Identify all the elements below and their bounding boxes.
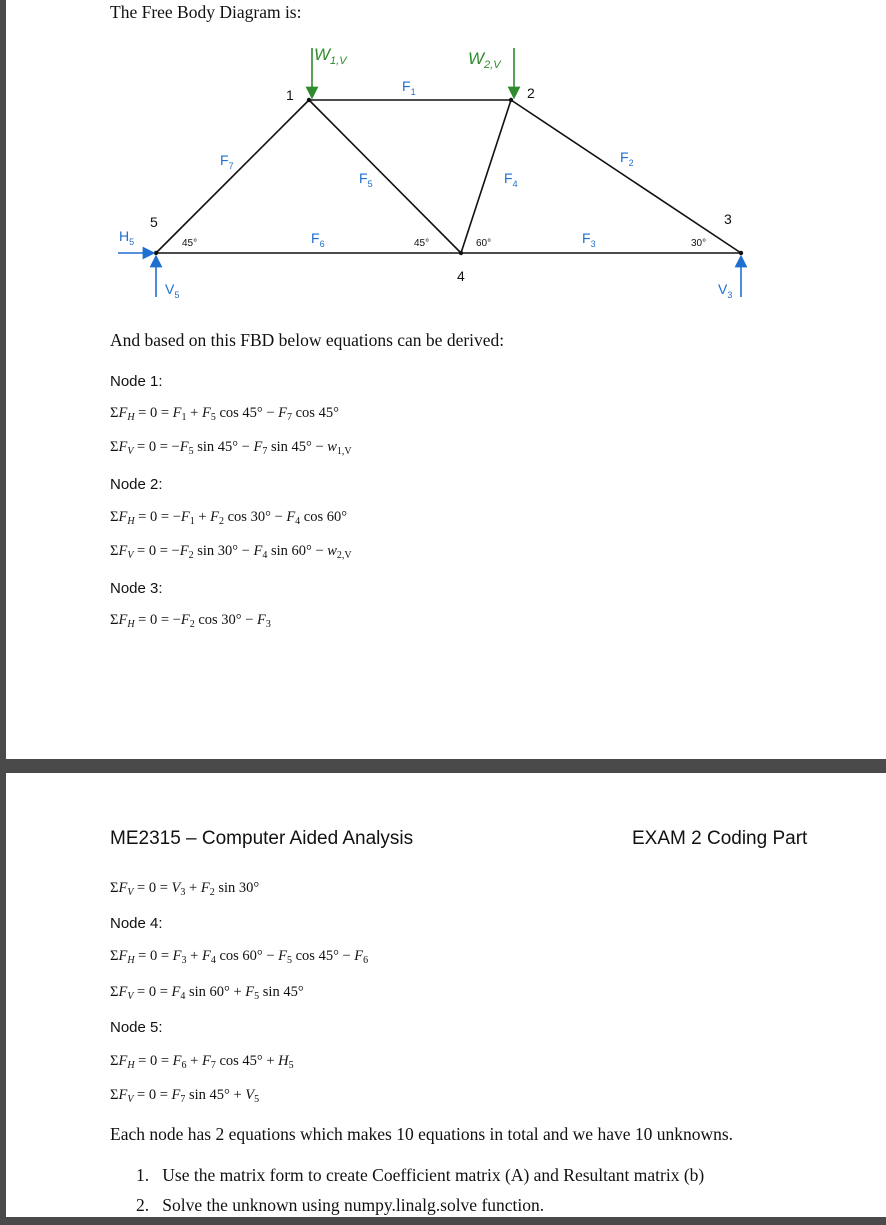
exam-title: EXAM 2 Coding Part <box>632 828 808 849</box>
fbd-heading: The Free Body Diagram is: <box>110 2 302 22</box>
equation-node1-fh: $\Sigma F_H = 0 = F_1 + F_5$ $\cos 45^\circ - F_7$ cos 45° <box>110 405 339 423</box>
member-f7-label: $F_7$ <box>220 152 234 171</box>
equation-node2-fv: $\Sigma F_V = 0 = -F_2$ $\sin 30^\circ - F_4$ $\sin 60^\circ - w_{2,V}$ <box>110 543 352 561</box>
reaction-v5-label: $V_5$ <box>165 281 180 300</box>
member-f6-label: $F_6$ <box>311 230 325 249</box>
load-w2-label: $W_{2,V}$ <box>468 49 501 71</box>
member-f4-label: $F_4$ <box>504 170 518 189</box>
document-page-2 <box>6 773 886 1217</box>
member-f5 <box>309 100 461 253</box>
equation-node4-fv: $\Sigma F_V = 0 = F_4$ $\sin 60^\circ + F_5$ sin 45° <box>110 984 304 1002</box>
node-5-heading: Node 5: <box>110 1019 163 1036</box>
member-f5-label: $F_5$ <box>359 170 373 189</box>
angle-node4-left: 45° <box>414 238 430 249</box>
node-4-heading: Node 4: <box>110 915 163 932</box>
member-f1-label: $F_1$ <box>402 78 416 97</box>
course-title: ME2315 – Computer Aided Analysis <box>110 828 414 849</box>
node-5 <box>154 251 158 255</box>
equation-node1-fv: $\Sigma F_V = 0 = -F_5$ $\sin 45^\circ - F_7$ $\sin 45^\circ - w_{1,V}$ <box>110 439 352 457</box>
truss-members <box>156 100 741 253</box>
node-1-label: 1 <box>286 87 294 103</box>
node-4-label: 4 <box>457 268 465 284</box>
reaction-v3-label: $V_3$ <box>718 281 733 300</box>
task-2-text: Solve the unknown using numpy.linalg.solve function. <box>162 1195 545 1215</box>
task-item: 1. Use the matrix form to create Coefficient matrix (A) and Resultant matrix (b) <box>136 1165 705 1185</box>
document-page-1 <box>6 0 886 759</box>
equation-node5-fv: $\Sigma F_V = 0 = F_7$ $\sin 45^\circ + V_5$ <box>110 1087 260 1105</box>
fbd-intro: And based on this FBD below equations can be derived: <box>110 330 505 350</box>
equation-node4-fh: $\Sigma F_H = 0 = F_3 + F_4$ $\cos 60^\circ - F_5$ $\cos 45^\circ - F_6$ <box>110 948 369 966</box>
member-f2-label: $F_2$ <box>620 149 634 168</box>
summary-text: Each node has 2 equations which makes 10 equations in total and we have 10 unknowns. <box>110 1124 734 1144</box>
equation-node3-fv: $\Sigma F_V = 0 = V_3 + F_2$ sin 30° <box>110 880 260 898</box>
member-f2 <box>511 100 741 253</box>
node-3 <box>739 251 743 255</box>
node-2-heading: Node 2: <box>110 476 163 493</box>
node-3-label: 3 <box>724 211 732 227</box>
task-list <box>136 1165 704 1225</box>
node-5-label: 5 <box>150 214 158 230</box>
equation-node5-fh: $\Sigma F_H = 0 = F_6 + F_7$ $\cos 45^\circ + H_5$ <box>110 1053 294 1071</box>
node-2 <box>509 98 513 102</box>
member-f3-label: $F_3$ <box>582 230 596 249</box>
node-1-heading: Node 1: <box>110 373 163 390</box>
equation-node2-fh: $\Sigma F_H = 0 = -F_1 + F_2$ $\cos 30^\circ - F_4$ cos 60° <box>110 509 348 527</box>
node-1 <box>307 98 311 102</box>
node-3-heading: Node 3: <box>110 580 163 597</box>
angle-node3: 30° <box>691 238 707 249</box>
angle-node5: 45° <box>182 238 198 249</box>
member-f7 <box>156 100 309 253</box>
load-w1-label: $W_{1,V}$ <box>314 45 347 67</box>
angle-node4-right: 60° <box>476 238 492 249</box>
node-2-label: 2 <box>527 85 535 101</box>
node-4 <box>459 251 463 255</box>
task-item: 2. Solve the unknown using numpy.linalg.solve function. <box>136 1195 545 1215</box>
reaction-h5-label: $H_5$ <box>119 228 135 247</box>
free-body-diagram <box>6 0 886 310</box>
equation-node3-fh: $\Sigma F_H = 0 = -F_2$ $\cos 30^\circ - F_3$ <box>110 612 271 630</box>
task-1-text: Use the matrix form to create Coefficient matrix (A) and Resultant matrix (b) <box>162 1165 705 1185</box>
